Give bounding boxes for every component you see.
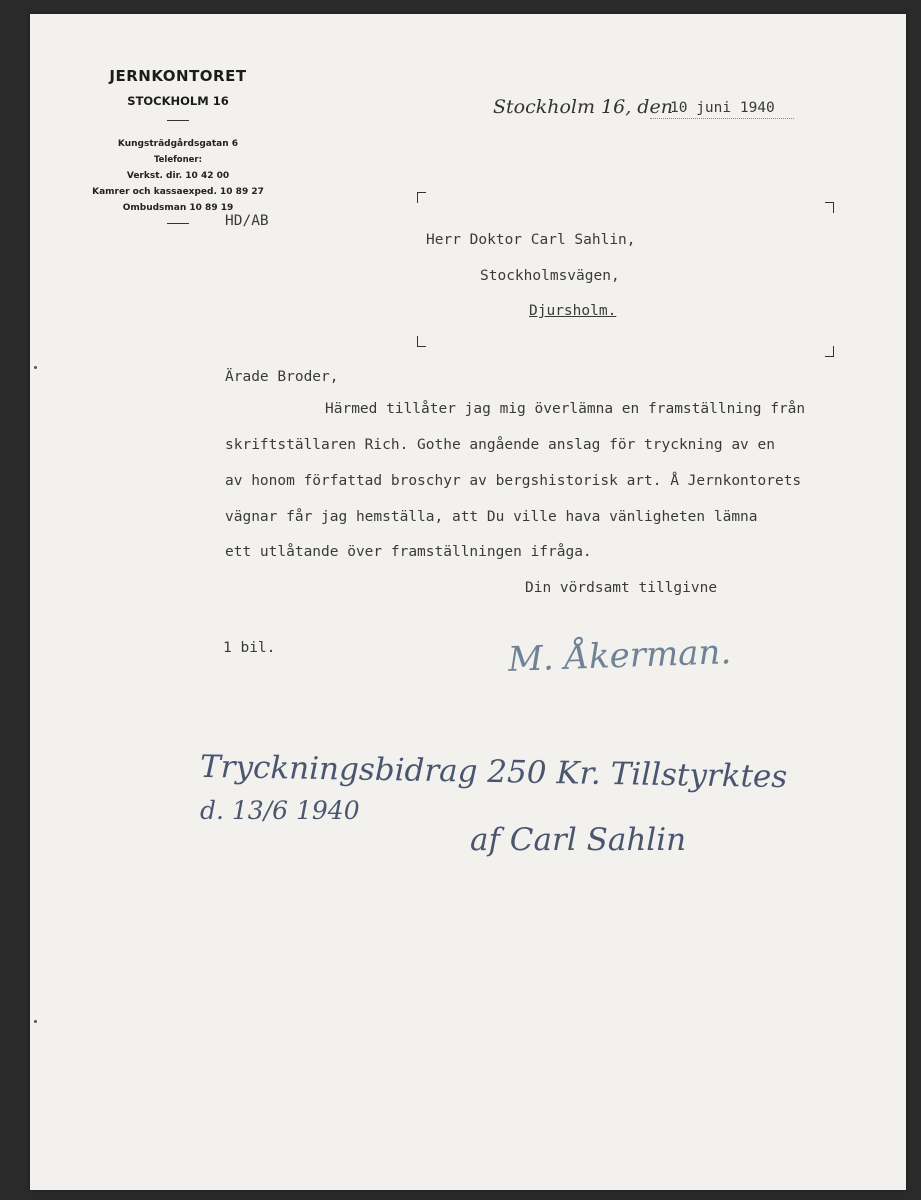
salutation: Ärade Broder,	[225, 369, 339, 385]
letterhead-divider	[167, 120, 189, 121]
letter-page	[30, 14, 906, 1190]
handwritten-note-line-2: d. 13/6 1940	[200, 796, 360, 825]
window-corner-top-right	[825, 202, 834, 213]
recipient-town: Djursholm.	[529, 303, 617, 319]
enclosure-note: 1 bil.	[223, 640, 276, 656]
letterhead-phone-3: Ombudsman 10 89 19	[122, 203, 234, 213]
recipient-street: Stockholmsvägen,	[480, 268, 620, 284]
date-place: Stockholm 16, den	[493, 96, 673, 118]
letterhead-phone-1: Verkst. dir. 10 42 00	[126, 171, 230, 181]
letterhead-divider-bottom	[167, 223, 189, 224]
window-corner-top-left	[417, 192, 426, 203]
closing: Din vördsamt tillgivne	[525, 580, 718, 596]
window-corner-bottom-right	[825, 346, 834, 357]
body-line-4: vägnar får jag hemställa, att Du ville hava vänligheten lämna	[225, 509, 758, 525]
body-line-5: ett utlåtande över framställningen ifråga.	[225, 544, 592, 560]
handwritten-note-line-1: Tryckningsbidrag 250 Kr. Tillstyrktes	[199, 748, 788, 796]
recipient-name: Herr Doktor Carl Sahlin,	[426, 232, 636, 248]
punch-mark	[34, 366, 37, 369]
punch-mark	[34, 1020, 37, 1023]
date-dotted-line	[650, 118, 794, 119]
letterhead-city: STOCKHOLM 16	[127, 94, 229, 108]
date-value: 10 juni 1940	[670, 100, 775, 116]
letterhead-company: JERNKONTORET	[109, 67, 247, 85]
handwritten-note-line-3: af Carl Sahlin	[470, 822, 687, 858]
window-corner-bottom-left	[417, 336, 426, 347]
letterhead-phones-heading: Telefoner:	[153, 155, 203, 165]
body-line-2: skriftställaren Rich. Gothe angående anslag för tryckning av en	[225, 437, 775, 453]
letterhead-address: Kungsträdgårdsgatan 6	[117, 139, 239, 149]
body-line-1: Härmed tillåter jag mig överlämna en framställning från	[325, 401, 806, 417]
signature: M. Åkerman.	[507, 632, 732, 680]
letterhead-phone-2: Kamrer och kassaexped. 10 89 27	[92, 187, 264, 197]
reference-code: HD/AB	[225, 213, 269, 229]
body-line-3: av honom författad broschyr av bergshistorisk art. Å Jernkontorets	[225, 473, 802, 489]
